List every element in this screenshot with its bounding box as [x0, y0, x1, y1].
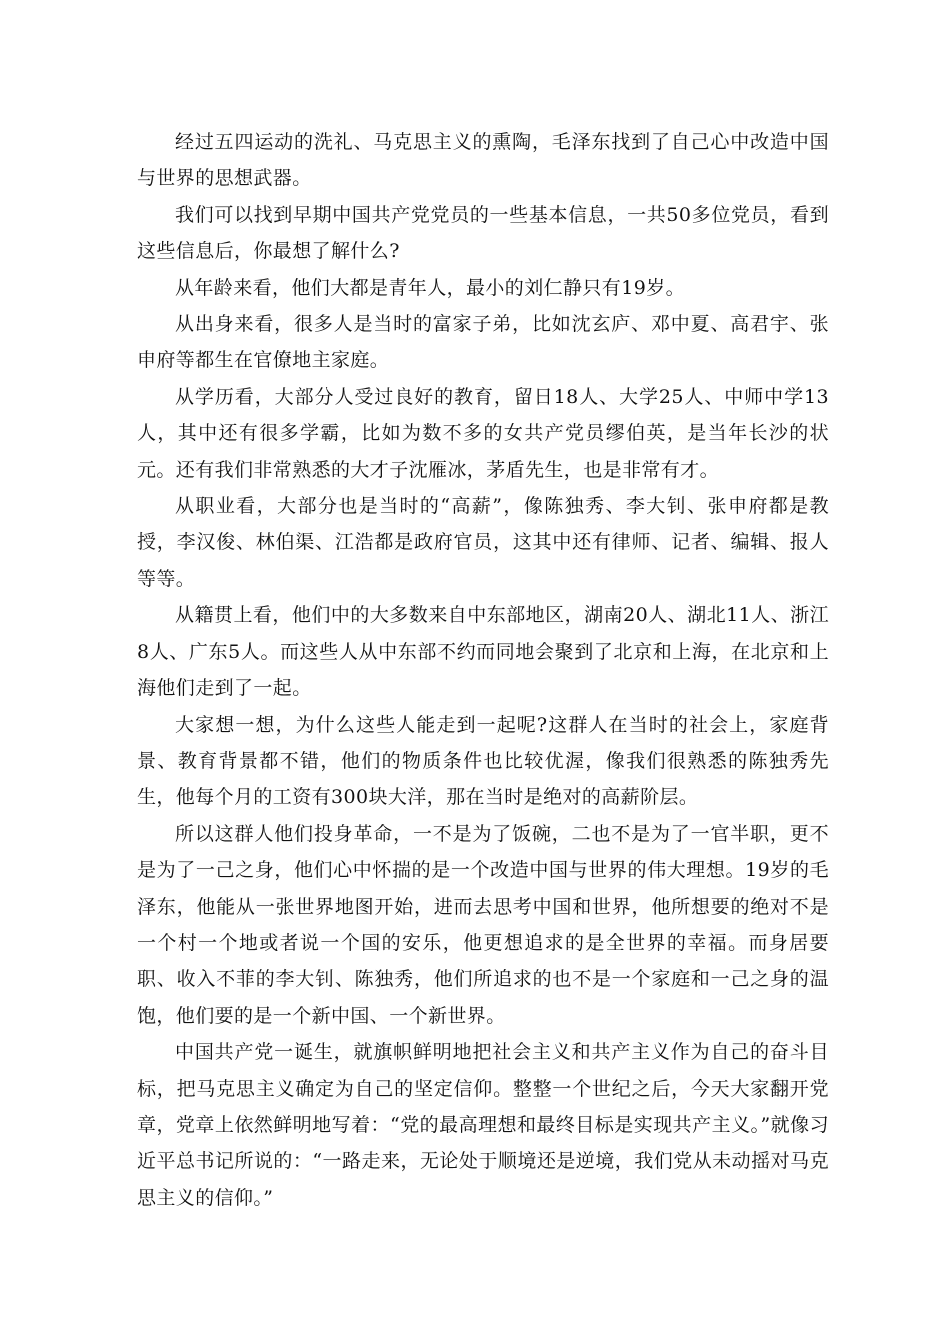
paragraph-6: 从职业看，大部分也是当时的“高薪”，像陈独秀、李大钊、张申府都是教授，李汉俊、林伯渠、江浩都是政府官员，这其中还有律师、记者、编辑、报人等等。 — [137, 495, 829, 590]
paragraph-10: 中国共产党一诞生，就旗帜鲜明地把社会主义和共产主义作为自己的奋斗目标，把马克思主义确定为自己的坚定信仰。整整一个世纪之后，今天大家翻开党章，党章上依然鲜明地写着：“党的最高理想和最终目标是实现共产主义。”就像习近平总书记所说的：“一路走来，无论处于顺境还是逆境，我们党从未动摇对马克思主义的信仰。” — [137, 1041, 829, 1209]
paragraph-7: 从籍贯上看，他们中的大多数来自中东部地区，湖南20人、湖北11人、浙江8人、广东5人。而这些人从中东部不约而同地会聚到了北京和上海，在北京和上海他们走到了一起。 — [137, 604, 829, 700]
paragraph-8: 大家想一想，为什么这些人能走到一起呢?这群人在当时的社会上，家庭背景、教育背景都不错，他们的物质条件也比较优渥，像我们很熟悉的陈独秀先生，他每个月的工资有300块大洋，那在当时是绝对的高薪阶层。 — [137, 713, 829, 809]
document-page — [137, 124, 829, 1216]
paragraph-1: 经过五四运动的洗礼、马克思主义的熏陶，毛泽东找到了自己心中改造中国与世界的思想武器。 — [137, 131, 829, 190]
paragraph-4: 从出身来看，很多人是当时的富家子弟，比如沈玄庐、邓中夏、高君宇、张申府等都生在官僚地主家庭。 — [137, 313, 829, 372]
paragraph-5: 从学历看，大部分人受过良好的教育，留日18人、大学25人、中师中学13人，其中还有很多学霸，比如为数不多的女共产党员缪伯英，是当年长沙的状元。还有我们非常熟悉的大才子沈雁冰，茅盾先生，也是非常有才。 — [137, 385, 829, 481]
paragraph-2: 我们可以找到早期中国共产党党员的一些基本信息，一共50多位党员，看到这些信息后，你最想了解什么? — [137, 203, 829, 263]
paragraph-3: 从年龄来看，他们大都是青年人，最小的刘仁静只有19岁。 — [175, 276, 685, 299]
paragraph-9: 所以这群人他们投身革命，一不是为了饭碗，二也不是为了一官半职，更不是为了一己之身，他们心中怀揣的是一个改造中国与世界的伟大理想。19岁的毛泽东，他能从一张世界地图开始，进而去思考中国和世界，他所想要的绝对不是一个村一个地或者说一个国的安乐，他更想追求的是全世界的幸福。而身居要职、收入不菲的李大钊、陈独秀，他们所追求的也不是一个家庭和一己之身的温饱，他们要的是一个新中国、一个新世界。 — [137, 822, 829, 1027]
